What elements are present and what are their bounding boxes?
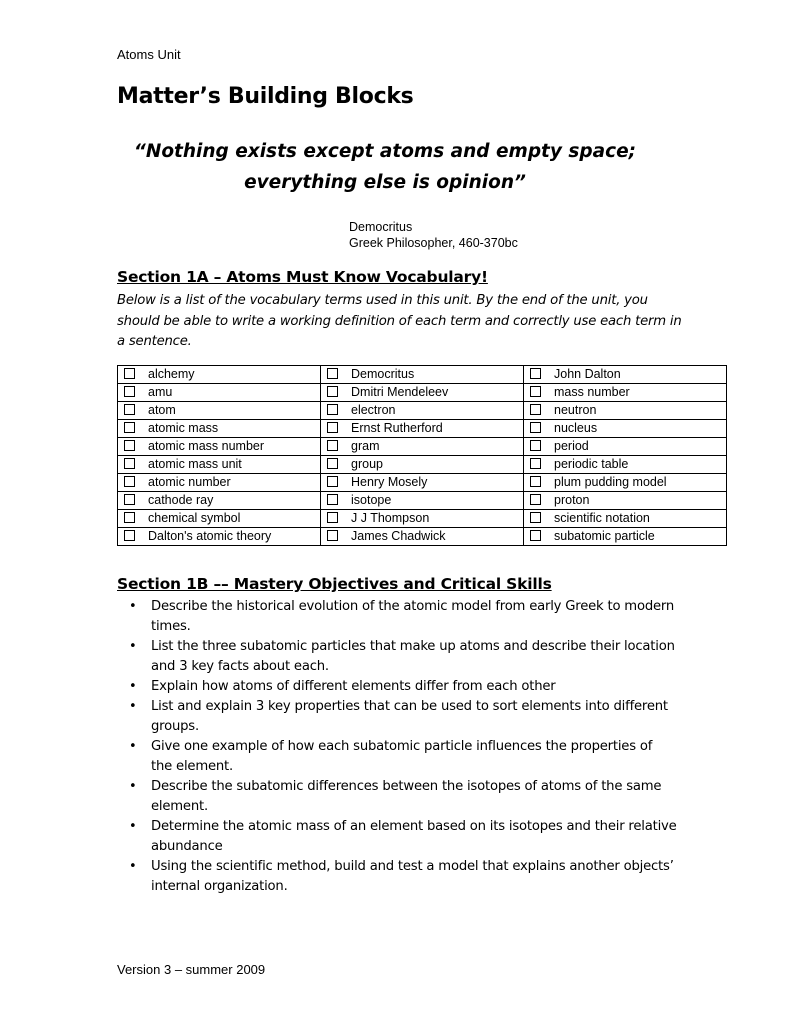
objective-text: List the three subatomic particles that make up atoms and describe their location and 3 key facts about each.: [151, 639, 675, 674]
checkbox-icon[interactable]: [530, 494, 541, 505]
objective-text: Explain how atoms of different elements differ from each other: [151, 679, 556, 694]
checkbox-icon[interactable]: [327, 512, 338, 523]
vocab-cell: [524, 438, 727, 456]
vocab-term: atom: [148, 403, 176, 417]
vocab-term: amu: [148, 385, 173, 399]
vocab-term: Democritus: [351, 367, 415, 381]
quote-line-1: “Nothing exists except atoms and empty space;: [133, 141, 637, 162]
list-item: [117, 777, 677, 817]
vocab-term: neutron: [554, 403, 597, 417]
bullet-icon: •: [129, 739, 137, 754]
vocab-cell: [524, 402, 727, 420]
checkbox-icon[interactable]: [530, 458, 541, 469]
vocab-term: gram: [351, 439, 380, 453]
vocab-cell: [321, 402, 524, 420]
checkbox-icon[interactable]: [530, 530, 541, 541]
vocab-row: [118, 366, 727, 384]
vocab-term: chemical symbol: [148, 511, 241, 525]
vocab-row: [118, 510, 727, 528]
page-title: Matter’s Building Blocks: [117, 84, 414, 109]
vocab-cell: [118, 366, 321, 384]
unit-header: Atoms Unit: [117, 47, 181, 62]
vocab-row: [118, 438, 727, 456]
vocab-term: atomic mass unit: [148, 457, 242, 471]
vocab-cell: [118, 528, 321, 546]
vocab-cell: [118, 384, 321, 402]
quote-author-role: Greek Philosopher, 460-370bc: [349, 236, 518, 250]
bullet-icon: •: [129, 819, 137, 834]
bullet-icon: •: [129, 859, 137, 874]
checkbox-icon[interactable]: [530, 476, 541, 487]
vocab-cell: [321, 492, 524, 510]
vocab-cell: [118, 402, 321, 420]
list-item: [117, 817, 677, 857]
section-1a-intro: Below is a list of the vocabulary terms used in this unit. By the end of the unit, you should be able to write a working definition of each term and correctly use each term in a sentence.: [117, 293, 682, 349]
vocab-term: James Chadwick: [351, 529, 446, 543]
version-footer: Version 3 – summer 2009: [117, 962, 266, 977]
vocab-cell: [118, 474, 321, 492]
vocab-term: electron: [351, 403, 396, 417]
vocab-cell: [321, 528, 524, 546]
checkbox-icon[interactable]: [124, 512, 135, 523]
vocab-term: nucleus: [554, 421, 598, 435]
checkbox-icon[interactable]: [124, 386, 135, 397]
vocab-term: atomic mass number: [148, 439, 265, 453]
objective-text: Describe the historical evolution of the atomic model from early Greek to modern times.: [151, 599, 675, 634]
vocab-cell: [524, 528, 727, 546]
vocab-row: [118, 474, 727, 492]
vocab-cell: [118, 510, 321, 528]
checkbox-icon[interactable]: [530, 440, 541, 451]
vocab-term: atomic mass: [148, 421, 219, 435]
vocabulary-table: [117, 365, 727, 546]
checkbox-icon[interactable]: [327, 458, 338, 469]
vocab-cell: [321, 384, 524, 402]
vocab-term: subatomic particle: [554, 529, 655, 543]
objectives-list: [117, 597, 677, 897]
vocab-cell: [321, 366, 524, 384]
vocab-term: periodic table: [554, 457, 629, 471]
checkbox-icon[interactable]: [327, 494, 338, 505]
section-1b-heading: Section 1B –– Mastery Objectives and Critical Skills: [117, 575, 552, 593]
bullet-icon: •: [129, 599, 137, 614]
vocab-term: proton: [554, 493, 590, 507]
vocab-cell: [524, 384, 727, 402]
quote-line-2: everything else is opinion”: [244, 172, 526, 193]
vocab-row: [118, 420, 727, 438]
vocab-cell: [524, 420, 727, 438]
vocab-term: J J Thompson: [351, 511, 430, 525]
vocab-cell: [321, 438, 524, 456]
vocab-cell: [524, 366, 727, 384]
vocab-cell: [321, 420, 524, 438]
vocab-term: Dalton's atomic theory: [148, 529, 272, 543]
vocab-term: isotope: [351, 493, 392, 507]
vocab-term: Dmitri Mendeleev: [351, 385, 449, 399]
checkbox-icon[interactable]: [530, 422, 541, 433]
bullet-icon: •: [129, 779, 137, 794]
list-item: [117, 637, 677, 677]
vocab-row: [118, 492, 727, 510]
section-1a-heading: Section 1A – Atoms Must Know Vocabulary!: [117, 268, 488, 286]
quote-author: Democritus: [349, 220, 413, 234]
vocab-cell: [321, 474, 524, 492]
checkbox-icon[interactable]: [327, 386, 338, 397]
vocab-term: group: [351, 457, 383, 471]
objective-text: Describe the subatomic differences between the isotopes of atoms of the same element.: [151, 779, 662, 814]
list-item: [117, 737, 677, 777]
vocab-cell: [524, 492, 727, 510]
vocab-cell: [321, 510, 524, 528]
vocab-cell: [118, 492, 321, 510]
checkbox-icon[interactable]: [124, 404, 135, 415]
vocab-cell: [321, 456, 524, 474]
vocab-term: alchemy: [148, 367, 195, 381]
vocab-term: atomic number: [148, 475, 231, 489]
bullet-icon: •: [129, 639, 137, 654]
quote-attribution: [349, 219, 518, 251]
checkbox-icon[interactable]: [124, 476, 135, 487]
vocab-cell: [118, 420, 321, 438]
checkbox-icon[interactable]: [327, 530, 338, 541]
checkbox-icon[interactable]: [327, 440, 338, 451]
checkbox-icon[interactable]: [124, 368, 135, 379]
list-item: [117, 597, 677, 637]
objective-text: List and explain 3 key properties that can be used to sort elements into different groups.: [151, 699, 668, 734]
vocab-row: [118, 384, 727, 402]
vocab-term: mass number: [554, 385, 630, 399]
checkbox-icon[interactable]: [327, 476, 338, 487]
vocab-cell: [524, 474, 727, 492]
vocab-row: [118, 456, 727, 474]
vocab-cell: [118, 438, 321, 456]
bullet-icon: •: [129, 699, 137, 714]
checkbox-icon[interactable]: [530, 386, 541, 397]
checkbox-icon[interactable]: [327, 422, 338, 433]
vocab-term: Ernst Rutherford: [351, 421, 443, 435]
vocab-term: Henry Mosely: [351, 475, 428, 489]
checkbox-icon[interactable]: [124, 494, 135, 505]
list-item: [117, 677, 677, 697]
checkbox-icon[interactable]: [124, 458, 135, 469]
objective-text: Determine the atomic mass of an element based on its isotopes and their relative abundance: [151, 819, 677, 854]
vocab-cell: [524, 510, 727, 528]
vocab-cell: [524, 456, 727, 474]
objective-text: Using the scientific method, build and test a model that explains another objects’ internal organization.: [151, 859, 674, 894]
objective-text: Give one example of how each subatomic particle influences the properties of the element.: [151, 739, 653, 774]
checkbox-icon[interactable]: [327, 368, 338, 379]
vocab-term: John Dalton: [554, 367, 621, 381]
vocab-term: plum pudding model: [554, 475, 667, 489]
vocab-term: period: [554, 439, 589, 453]
checkbox-icon[interactable]: [124, 440, 135, 451]
quote-block: [100, 136, 670, 198]
checkbox-icon[interactable]: [124, 530, 135, 541]
vocab-row: [118, 528, 727, 546]
checkbox-icon[interactable]: [327, 404, 338, 415]
vocab-term: scientific notation: [554, 511, 650, 525]
vocab-row: [118, 402, 727, 420]
list-item: [117, 857, 677, 897]
checkbox-icon[interactable]: [530, 512, 541, 523]
checkbox-icon[interactable]: [530, 404, 541, 415]
checkbox-icon[interactable]: [124, 422, 135, 433]
bullet-icon: •: [129, 679, 137, 694]
list-item: [117, 697, 677, 737]
vocab-cell: [118, 456, 321, 474]
checkbox-icon[interactable]: [530, 368, 541, 379]
vocab-term: cathode ray: [148, 493, 214, 507]
